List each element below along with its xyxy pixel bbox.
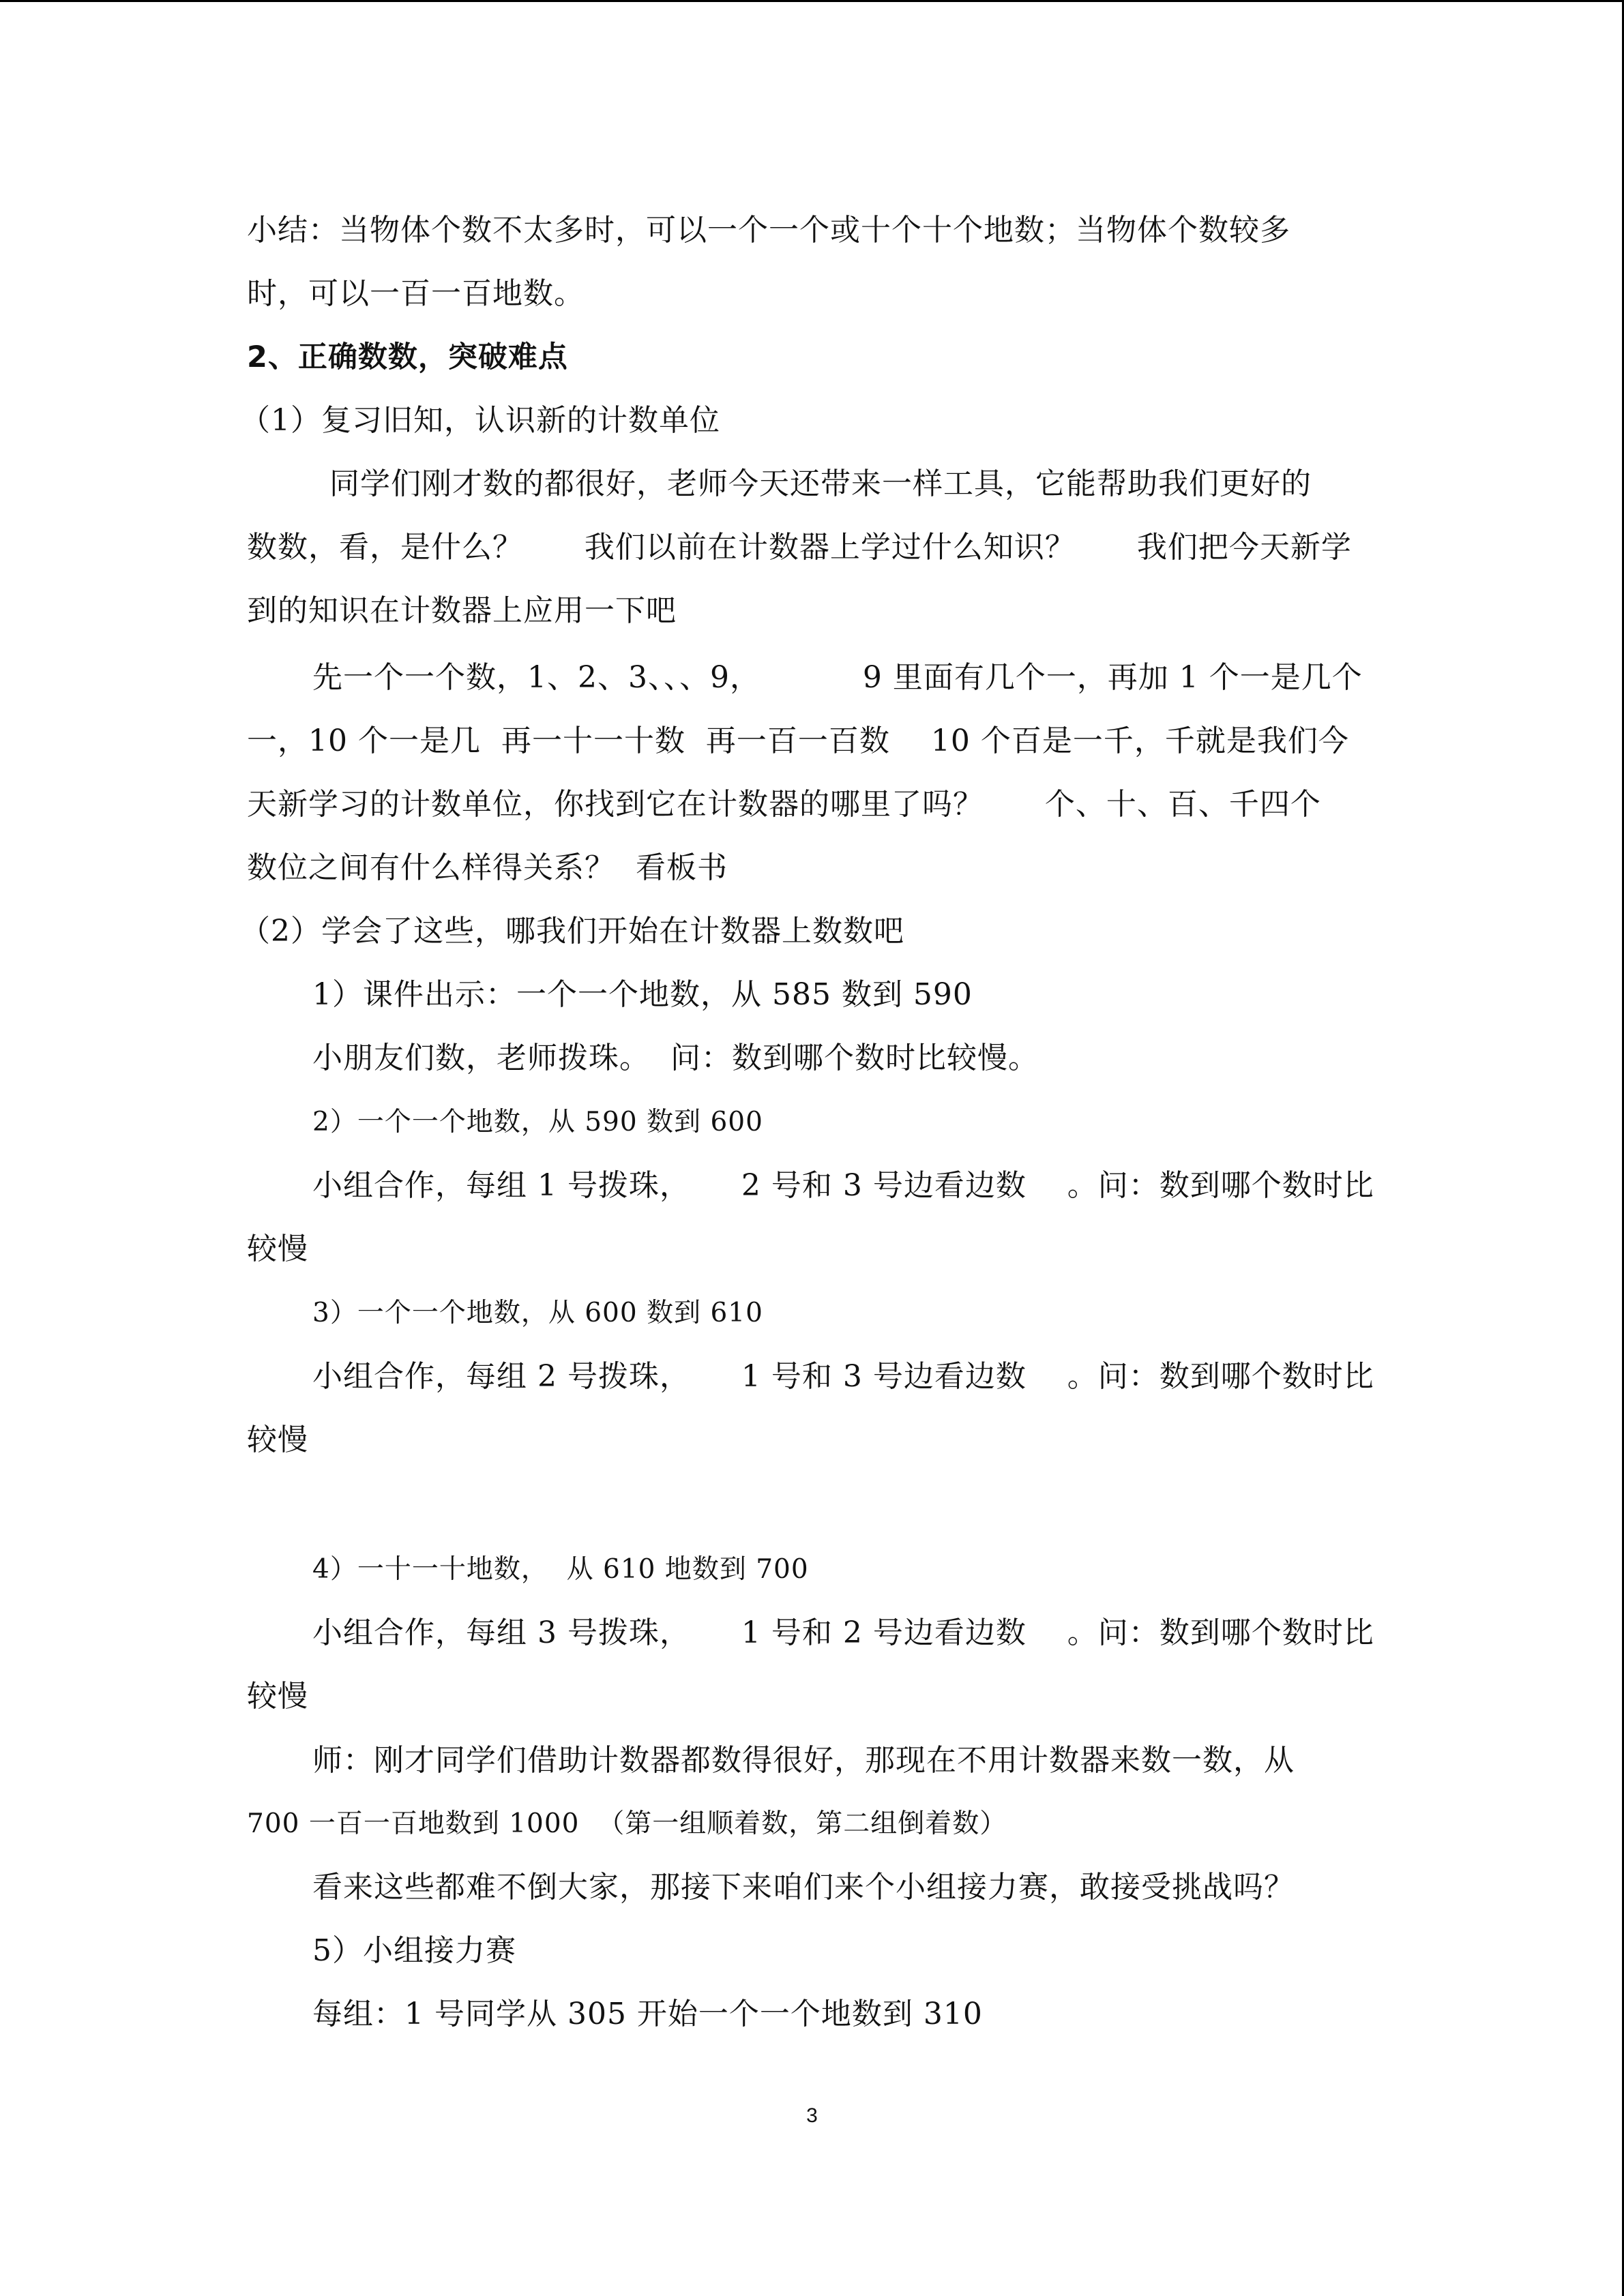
paragraph-2-line-4: 数位之间有什么样得关系？ 看板书 bbox=[247, 850, 728, 885]
subheading-2: （2）学会了这些，哪我们开始在计数器上数数吧 bbox=[240, 914, 904, 949]
paragraph-2-line-3: 天新学习的计数单位，你找到它在计数器的哪里了吗？ 个、十、百、千四个 bbox=[247, 787, 1321, 822]
summary-line-1: 小结：当物体个数不太多时，可以一个一个或十个十个地数；当物体个数较多 bbox=[247, 213, 1290, 248]
paragraph-2-line-2: 一，10 个一是几 再一十一十数 再一百一百数 10 个百是一千，千就是我们今 bbox=[247, 724, 1349, 758]
step-2-detail-line-1: 小组合作，每组 1 号拨珠， 2 号和 3 号边看边数 。问：数到哪个数时比 bbox=[312, 1168, 1374, 1203]
teacher-line-1: 师：刚才同学们借助计数器都数得很好，那现在不用计数器来数一数，从 bbox=[312, 1743, 1295, 1778]
step-2: 2）一个一个地数，从 590 数到 600 bbox=[312, 1107, 763, 1137]
step-4-detail-line-1: 小组合作，每组 3 号拨珠， 1 号和 2 号边看边数 。问：数到哪个数时比 bbox=[312, 1615, 1374, 1650]
teacher-line-2: 700 一百一百地数到 1000 （第一组顺着数，第二组倒着数） bbox=[247, 1808, 1007, 1839]
paragraph-1-line-2: 数数，看，是什么？ 我们以前在计数器上学过什么知识？ 我们把今天新学 bbox=[247, 530, 1352, 565]
step-3-detail-line-2: 较慢 bbox=[247, 1422, 308, 1457]
step-5-detail: 每组：1 号同学从 305 开始一个一个地数到 310 bbox=[312, 1997, 983, 2031]
step-1-detail: 小朋友们数，老师拨珠。 问：数到哪个数时比较慢。 bbox=[312, 1041, 1039, 1075]
step-3: 3）一个一个地数，从 600 数到 610 bbox=[312, 1298, 763, 1328]
step-1: 1）课件出示：一个一个地数，从 585 数到 590 bbox=[312, 977, 973, 1012]
subheading-1: （1）复习旧知，认识新的计数单位 bbox=[240, 403, 720, 438]
step-5: 5）小组接力赛 bbox=[312, 1933, 516, 1968]
step-4-detail-line-2: 较慢 bbox=[247, 1679, 308, 1714]
challenge-line: 看来这些都难不倒大家，那接下来咱们来个小组接力赛，敢接受挑战吗？ bbox=[312, 1870, 1295, 1905]
page-number: 3 bbox=[806, 2104, 818, 2127]
paragraph-1-line-1: 同学们刚才数的都很好，老师今天还带来一样工具，它能帮助我们更好的 bbox=[329, 466, 1312, 501]
step-3-detail-line-1: 小组合作，每组 2 号拨珠， 1 号和 3 号边看边数 。问：数到哪个数时比 bbox=[312, 1359, 1374, 1394]
page-border-top bbox=[0, 0, 1624, 2]
section-heading: 2、正确数数，突破难点 bbox=[247, 340, 568, 374]
step-2-detail-line-2: 较慢 bbox=[247, 1232, 308, 1266]
summary-line-2: 时，可以一百一百地数。 bbox=[247, 276, 585, 311]
step-4: 4）一十一十地数， 从 610 地数到 700 bbox=[312, 1554, 809, 1585]
paragraph-1-line-3: 到的知识在计数器上应用一下吧 bbox=[247, 593, 677, 628]
paragraph-2-line-1: 先一个一个数，1、2、3、、、9， 9 里面有几个一，再加 1 个一是几个 bbox=[312, 660, 1363, 695]
